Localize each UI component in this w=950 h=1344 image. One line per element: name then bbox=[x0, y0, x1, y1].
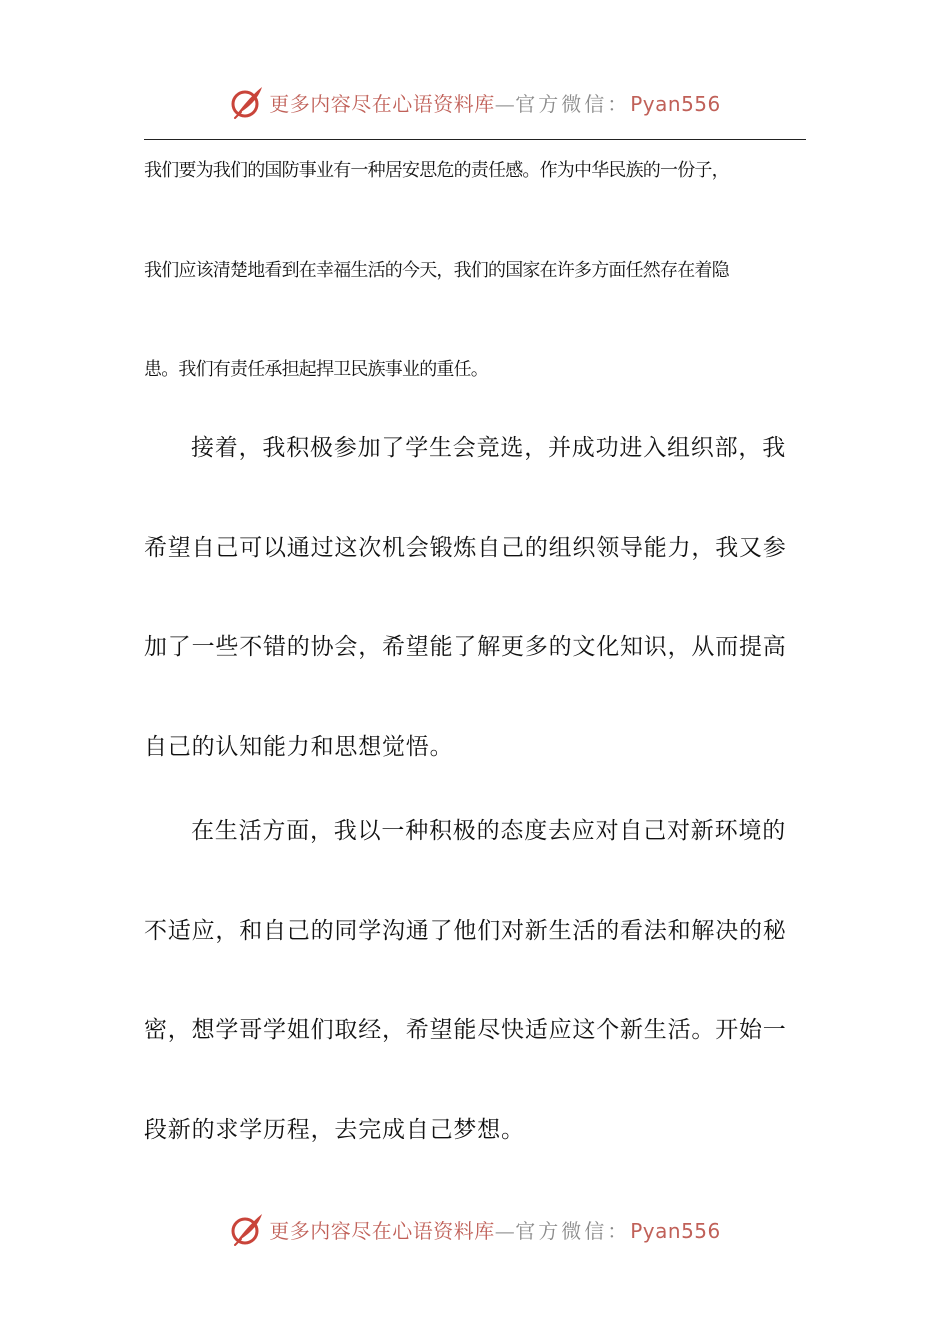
footer-wechat-id: Pyan556 bbox=[630, 1218, 721, 1243]
footer-site-name: 更多内容尽在心语资料库 bbox=[269, 1218, 495, 1243]
quill-logo-icon bbox=[229, 84, 265, 120]
paragraph2-line-1: 接着，我积极参加了学生会竞选，并成功进入组织部，我 bbox=[191, 435, 786, 461]
header-divider bbox=[144, 139, 806, 140]
paragraph3-line-4: 段新的求学历程，去完成自己梦想。 bbox=[144, 1117, 525, 1143]
header-banner bbox=[0, 80, 950, 124]
footer-official-label: 官方微信： bbox=[515, 1218, 631, 1243]
paragraph1-line-1: 我们要为我们的国防事业有一种居安思危的责任感。作为中华民族的一份子， bbox=[144, 160, 729, 181]
paragraph2-line-2: 希望自己可以通过这次机会锻炼自己的组织领导能力，我又参 bbox=[144, 535, 787, 561]
quill-logo-icon bbox=[229, 1211, 265, 1247]
footer-text bbox=[269, 1215, 721, 1244]
paragraph3-line-3: 密，想学哥学姐们取经，希望能尽快适应这个新生活。开始一 bbox=[144, 1017, 787, 1043]
header-wechat-id: Pyan556 bbox=[630, 91, 721, 116]
paragraph3-line-1: 在生活方面，我以一种积极的态度去应对自己对新环境的 bbox=[191, 818, 786, 844]
header-site-name: 更多内容尽在心语资料库 bbox=[269, 91, 495, 116]
footer-dash: — bbox=[494, 1218, 516, 1243]
paragraph2-line-4: 自己的认知能力和思想觉悟。 bbox=[144, 734, 454, 760]
paragraph3-line-2: 不适应，和自己的同学沟通了他们对新生活的看法和解决的秘 bbox=[144, 918, 787, 944]
paragraph2-line-3: 加了一些不错的协会，希望能了解更多的文化知识，从而提高 bbox=[144, 634, 787, 660]
header-dash: — bbox=[494, 91, 516, 116]
footer-banner bbox=[0, 1207, 950, 1251]
header-official-label: 官方微信： bbox=[515, 91, 631, 116]
header-text bbox=[269, 88, 721, 117]
paragraph1-line-3: 患。我们有责任承担起捍卫民族事业的重任。 bbox=[144, 359, 488, 380]
paragraph1-line-2: 我们应该清楚地看到在幸福生活的今天，我们的国家在许多方面任然存在着隐 bbox=[144, 260, 729, 281]
